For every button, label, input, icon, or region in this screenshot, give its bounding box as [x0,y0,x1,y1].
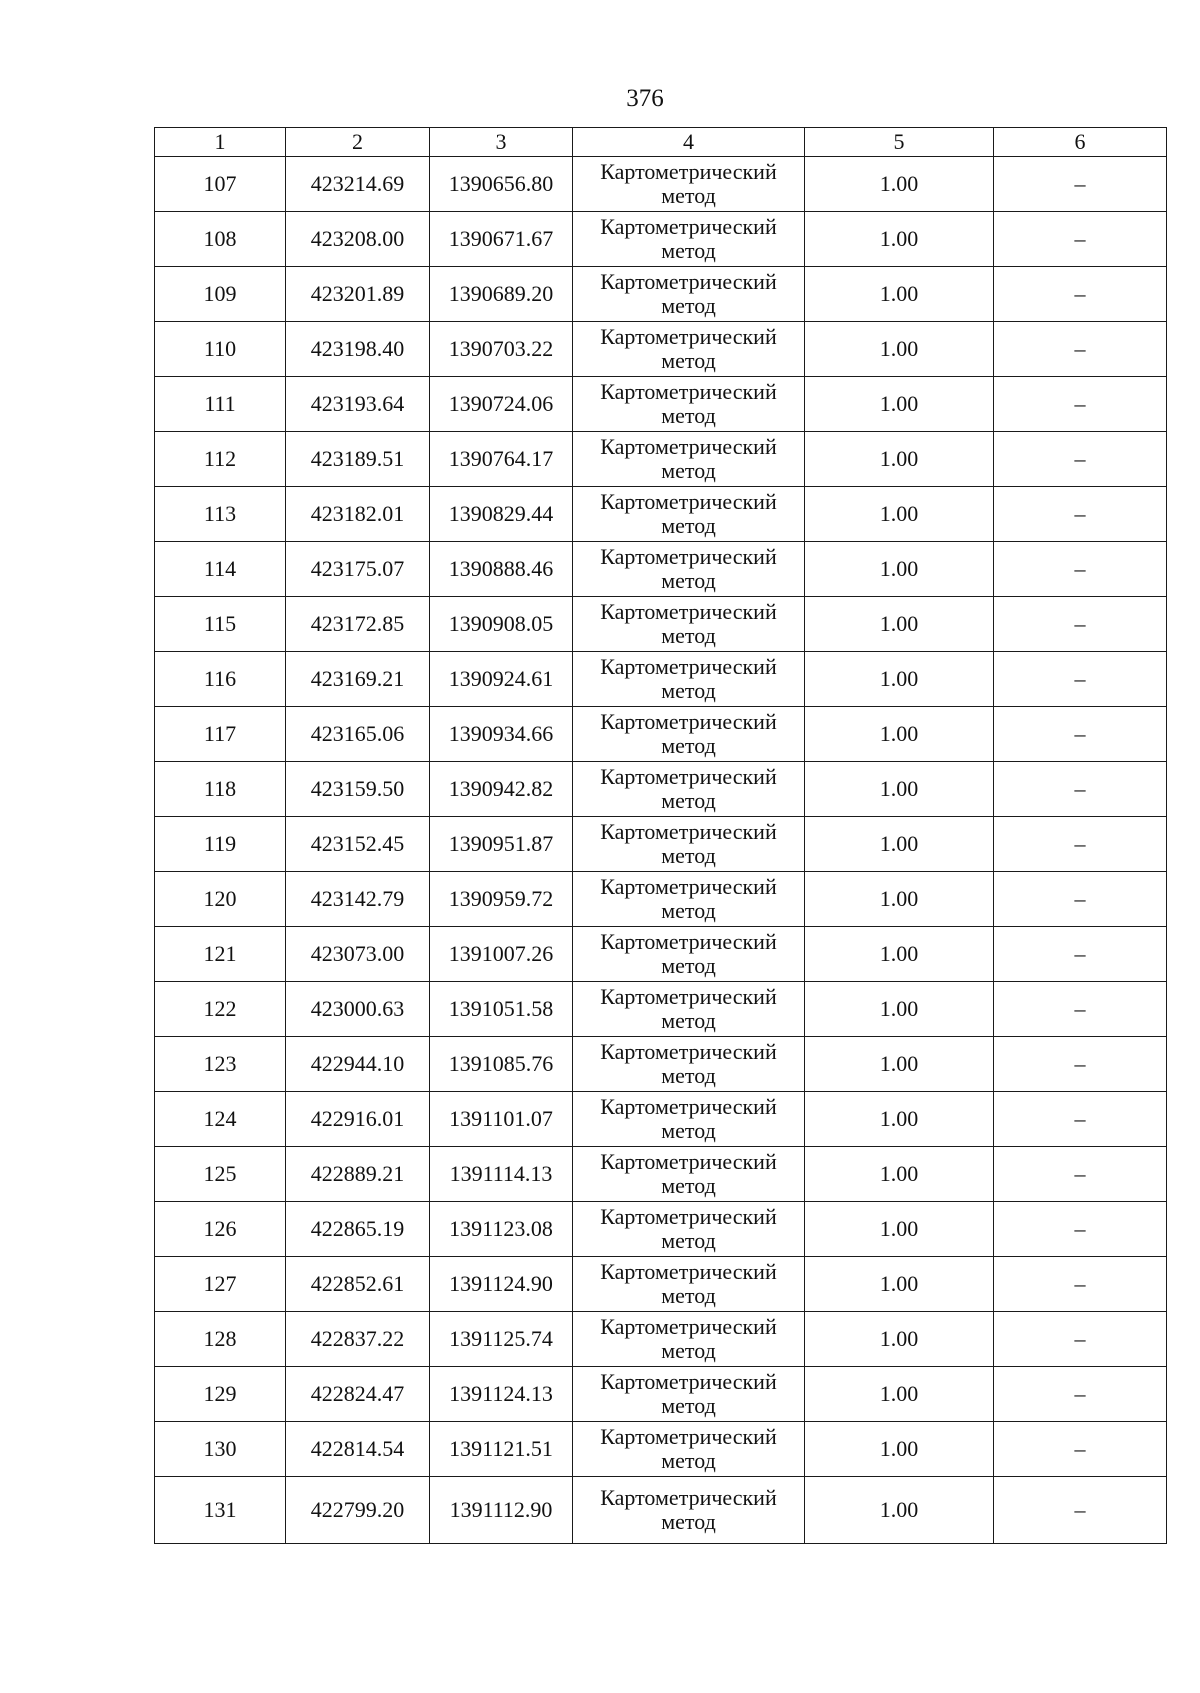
method-label-line2: метод [661,348,716,373]
y-coordinate-cell: 1390942.82 [430,762,573,817]
y-coordinate-cell: 1391124.90 [430,1257,573,1312]
y-coordinate-cell: 1391121.51 [430,1422,573,1477]
table-row [155,597,1167,652]
method-label-line2: метод [661,293,716,318]
accuracy-cell: 1.00 [805,1422,994,1477]
method-label-line1: Картометрический [600,1485,777,1510]
table-row [155,1312,1167,1367]
accuracy-cell: 1.00 [805,377,994,432]
y-coordinate-cell: 1390764.17 [430,432,573,487]
column-header-4: 4 [573,128,805,157]
method-cell [573,1422,805,1477]
note-cell: – [994,1202,1167,1257]
x-coordinate-cell: 423169.21 [286,652,430,707]
note-cell: – [994,157,1167,212]
x-coordinate-cell: 423000.63 [286,982,430,1037]
y-coordinate-cell: 1390656.80 [430,157,573,212]
method-label-line1: Картометрический [600,654,777,679]
method-label-line2: метод [661,238,716,263]
x-coordinate-cell: 422916.01 [286,1092,430,1147]
x-coordinate-cell: 422889.21 [286,1147,430,1202]
method-label-line2: метод [661,458,716,483]
accuracy-cell: 1.00 [805,1037,994,1092]
point-number-cell: 107 [155,157,286,212]
y-coordinate-cell: 1390959.72 [430,872,573,927]
x-coordinate-cell: 423073.00 [286,927,430,982]
y-coordinate-cell: 1391124.13 [430,1367,573,1422]
table-row [155,762,1167,817]
point-number-cell: 117 [155,707,286,762]
accuracy-cell: 1.00 [805,707,994,762]
note-cell: – [994,212,1167,267]
point-number-cell: 111 [155,377,286,432]
method-label-line2: метод [661,568,716,593]
accuracy-cell: 1.00 [805,542,994,597]
note-cell: – [994,762,1167,817]
method-cell [573,487,805,542]
table-row [155,1092,1167,1147]
column-header-5: 5 [805,128,994,157]
method-label-line2: метод [661,513,716,538]
method-label-line2: метод [661,623,716,648]
method-label-line2: метод [661,898,716,923]
table-row [155,322,1167,377]
note-cell: – [994,927,1167,982]
accuracy-cell: 1.00 [805,597,994,652]
y-coordinate-cell: 1391007.26 [430,927,573,982]
method-label-line2: метод [661,1509,716,1534]
method-label-line2: метод [661,733,716,758]
table-row [155,927,1167,982]
point-number-cell: 108 [155,212,286,267]
method-label-line1: Картометрический [600,1424,777,1449]
x-coordinate-cell: 423175.07 [286,542,430,597]
accuracy-cell: 1.00 [805,212,994,267]
accuracy-cell: 1.00 [805,487,994,542]
point-number-cell: 128 [155,1312,286,1367]
accuracy-cell: 1.00 [805,432,994,487]
note-cell: – [994,597,1167,652]
note-cell: – [994,707,1167,762]
method-cell [573,267,805,322]
method-label-line1: Картометрический [600,709,777,734]
y-coordinate-cell: 1391125.74 [430,1312,573,1367]
coordinates-table [154,127,1167,1544]
x-coordinate-cell: 422824.47 [286,1367,430,1422]
header-row [155,128,1167,157]
table-body [155,157,1167,1544]
y-coordinate-cell: 1391101.07 [430,1092,573,1147]
method-label-line2: метод [661,183,716,208]
x-coordinate-cell: 422837.22 [286,1312,430,1367]
y-coordinate-cell: 1390689.20 [430,267,573,322]
accuracy-cell: 1.00 [805,1312,994,1367]
method-label-line2: метод [661,1393,716,1418]
table-row [155,872,1167,927]
table-row [155,157,1167,212]
point-number-cell: 118 [155,762,286,817]
note-cell: – [994,1037,1167,1092]
note-cell: – [994,872,1167,927]
x-coordinate-cell: 422852.61 [286,1257,430,1312]
accuracy-cell: 1.00 [805,1257,994,1312]
table-row [155,817,1167,872]
method-label-line1: Картометрический [600,984,777,1009]
method-label-line1: Картометрический [600,434,777,459]
table-row [155,982,1167,1037]
note-cell: – [994,267,1167,322]
point-number-cell: 121 [155,927,286,982]
table-row [155,1147,1167,1202]
method-cell [573,212,805,267]
accuracy-cell: 1.00 [805,1367,994,1422]
point-number-cell: 131 [155,1477,286,1544]
method-label-line1: Картометрический [600,1369,777,1394]
note-cell: – [994,542,1167,597]
point-number-cell: 124 [155,1092,286,1147]
method-label-line1: Картометрический [600,1204,777,1229]
y-coordinate-cell: 1390934.66 [430,707,573,762]
method-label-line1: Картометрический [600,159,777,184]
method-cell [573,377,805,432]
y-coordinate-cell: 1390951.87 [430,817,573,872]
table-row [155,1037,1167,1092]
point-number-cell: 109 [155,267,286,322]
accuracy-cell: 1.00 [805,872,994,927]
table-row [155,377,1167,432]
x-coordinate-cell: 423182.01 [286,487,430,542]
x-coordinate-cell: 423165.06 [286,707,430,762]
method-cell [573,1202,805,1257]
x-coordinate-cell: 423201.89 [286,267,430,322]
table-row [155,1257,1167,1312]
y-coordinate-cell: 1391112.90 [430,1477,573,1544]
method-label-line1: Картометрический [600,819,777,844]
table-row [155,707,1167,762]
point-number-cell: 120 [155,872,286,927]
note-cell: – [994,1147,1167,1202]
method-label-line1: Картометрический [600,929,777,954]
accuracy-cell: 1.00 [805,927,994,982]
method-label-line2: метод [661,788,716,813]
point-number-cell: 119 [155,817,286,872]
column-header-6: 6 [994,128,1167,157]
point-number-cell: 114 [155,542,286,597]
table-row [155,432,1167,487]
method-label-line2: метод [661,678,716,703]
y-coordinate-cell: 1390703.22 [430,322,573,377]
x-coordinate-cell: 423214.69 [286,157,430,212]
method-cell [573,1037,805,1092]
point-number-cell: 110 [155,322,286,377]
method-label-line2: метод [661,953,716,978]
note-cell: – [994,432,1167,487]
table-row [155,1422,1167,1477]
x-coordinate-cell: 423152.45 [286,817,430,872]
y-coordinate-cell: 1391114.13 [430,1147,573,1202]
method-label-line1: Картометрический [600,1039,777,1064]
column-header-1: 1 [155,128,286,157]
y-coordinate-cell: 1391123.08 [430,1202,573,1257]
x-coordinate-cell: 422865.19 [286,1202,430,1257]
y-coordinate-cell: 1390671.67 [430,212,573,267]
point-number-cell: 115 [155,597,286,652]
accuracy-cell: 1.00 [805,1202,994,1257]
note-cell: – [994,1422,1167,1477]
method-cell [573,652,805,707]
point-number-cell: 123 [155,1037,286,1092]
method-label-line1: Картометрический [600,1314,777,1339]
table-row [155,1477,1167,1544]
y-coordinate-cell: 1390829.44 [430,487,573,542]
x-coordinate-cell: 423159.50 [286,762,430,817]
point-number-cell: 116 [155,652,286,707]
table-row [155,267,1167,322]
method-cell [573,762,805,817]
point-number-cell: 113 [155,487,286,542]
x-coordinate-cell: 423172.85 [286,597,430,652]
note-cell: – [994,1477,1167,1544]
y-coordinate-cell: 1390888.46 [430,542,573,597]
method-label-line2: метод [661,403,716,428]
accuracy-cell: 1.00 [805,1477,994,1544]
point-number-cell: 125 [155,1147,286,1202]
method-label-line2: метод [661,1283,716,1308]
accuracy-cell: 1.00 [805,762,994,817]
table-row [155,212,1167,267]
table-row [155,652,1167,707]
method-cell [573,432,805,487]
page-number: 376 [626,85,664,112]
method-cell [573,542,805,597]
method-label-line2: метод [661,1063,716,1088]
method-label-line2: метод [661,1118,716,1143]
point-number-cell: 122 [155,982,286,1037]
point-number-cell: 126 [155,1202,286,1257]
method-cell [573,597,805,652]
method-label-line1: Картометрический [600,379,777,404]
table-row [155,542,1167,597]
note-cell: – [994,652,1167,707]
method-label-line1: Картометрический [600,544,777,569]
method-label-line1: Картометрический [600,764,777,789]
point-number-cell: 127 [155,1257,286,1312]
method-label-line2: метод [661,1448,716,1473]
note-cell: – [994,377,1167,432]
method-label-line1: Картометрический [600,324,777,349]
x-coordinate-cell: 423198.40 [286,322,430,377]
method-cell [573,872,805,927]
accuracy-cell: 1.00 [805,982,994,1037]
method-label-line2: метод [661,1008,716,1033]
table-row [155,1367,1167,1422]
method-label-line1: Картометрический [600,269,777,294]
y-coordinate-cell: 1391085.76 [430,1037,573,1092]
accuracy-cell: 1.00 [805,652,994,707]
accuracy-cell: 1.00 [805,322,994,377]
note-cell: – [994,1092,1167,1147]
x-coordinate-cell: 423189.51 [286,432,430,487]
y-coordinate-cell: 1390924.61 [430,652,573,707]
note-cell: – [994,487,1167,542]
method-label-line2: метод [661,1228,716,1253]
x-coordinate-cell: 422814.54 [286,1422,430,1477]
note-cell: – [994,1367,1167,1422]
method-label-line2: метод [661,1338,716,1363]
accuracy-cell: 1.00 [805,817,994,872]
note-cell: – [994,1312,1167,1367]
y-coordinate-cell: 1390724.06 [430,377,573,432]
method-label-line1: Картометрический [600,1094,777,1119]
method-cell [573,1257,805,1312]
method-cell [573,982,805,1037]
method-cell [573,322,805,377]
note-cell: – [994,1257,1167,1312]
accuracy-cell: 1.00 [805,157,994,212]
method-label-line1: Картометрический [600,1259,777,1284]
note-cell: – [994,322,1167,377]
table-row [155,1202,1167,1257]
method-cell [573,817,805,872]
table-row [155,487,1167,542]
method-label-line1: Картометрический [600,489,777,514]
method-label-line1: Картометрический [600,874,777,899]
method-cell [573,1367,805,1422]
y-coordinate-cell: 1391051.58 [430,982,573,1037]
method-label-line1: Картометрический [600,214,777,239]
x-coordinate-cell: 422944.10 [286,1037,430,1092]
y-coordinate-cell: 1390908.05 [430,597,573,652]
accuracy-cell: 1.00 [805,1147,994,1202]
method-label-line2: метод [661,843,716,868]
column-header-2: 2 [286,128,430,157]
method-cell [573,157,805,212]
x-coordinate-cell: 423142.79 [286,872,430,927]
method-cell [573,1477,805,1544]
note-cell: – [994,982,1167,1037]
method-cell [573,1092,805,1147]
method-label-line1: Картометрический [600,599,777,624]
x-coordinate-cell: 422799.20 [286,1477,430,1544]
accuracy-cell: 1.00 [805,267,994,322]
point-number-cell: 112 [155,432,286,487]
note-cell: – [994,817,1167,872]
method-cell [573,707,805,762]
accuracy-cell: 1.00 [805,1092,994,1147]
method-cell [573,1147,805,1202]
method-cell [573,1312,805,1367]
x-coordinate-cell: 423193.64 [286,377,430,432]
method-cell [573,927,805,982]
column-header-3: 3 [430,128,573,157]
method-label-line1: Картометрический [600,1149,777,1174]
point-number-cell: 130 [155,1422,286,1477]
x-coordinate-cell: 423208.00 [286,212,430,267]
point-number-cell: 129 [155,1367,286,1422]
method-label-line2: метод [661,1173,716,1198]
